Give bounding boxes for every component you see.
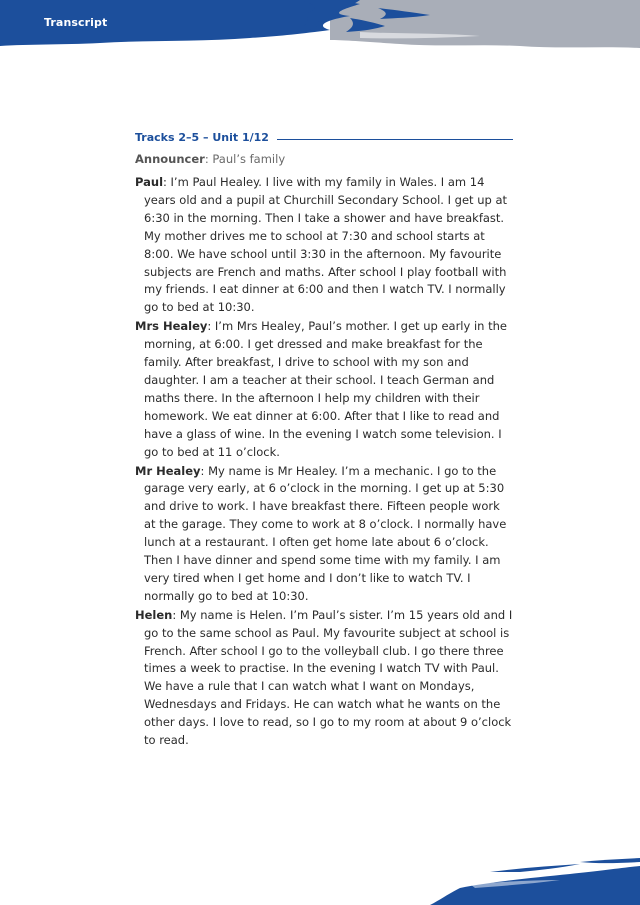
header-banner: [0, 0, 640, 60]
footer-banner: [430, 858, 640, 905]
paragraph-mrs-healey: [135, 318, 513, 461]
speaker-name: Helen: [135, 607, 173, 622]
paragraph-mr-healey: [135, 463, 513, 606]
paragraph-paul: [135, 174, 513, 317]
speaker-name: Mrs Healey: [135, 319, 208, 334]
announcer-text: : Paul’s family: [204, 152, 286, 166]
speaker-name: Announcer: [135, 152, 205, 166]
paragraph-helen: [135, 607, 513, 750]
transcript-content: [135, 131, 513, 751]
paragraph-text: : My name is Helen. I’m Paul’s sister. I’m 15 years old and I go to the same school as Paul. My favourite subject at school is French. After school I go to the volleyball club. I go there three times a week to practise. In the evening I watch TV with Paul. We have a rule that I can watch what I want on Mondays, Wednesdays and Fridays. He can watch what he wants on the other days. I love to read, so I go to my room at about 9 o’clock to read.: [144, 607, 513, 748]
paragraph-text: : I’m Paul Healey. I live with my family in Wales. I am 14 years old and a pupil at Churchill Secondary School. I get up at 6:30 in the morning. Then I take a shower and have breakfast. My mother drives me to school at 7:30 and school starts at 8:00. We have school until 3:30 in the afternoon. My favourite subjects are French and maths. After school I play football with my friends. I eat dinner at 6:00 and then I watch TV. I normally go to bed at 10:30.: [144, 175, 507, 315]
paragraph-text: : My name is Mr Healey. I’m a mechanic. I go to the garage very early, at 6 o’clock in the morning. I get up at 5:30 and drive to work. I have breakfast there. Fifteen people work at the garage. They come to work at 8 o’clock. I normally have lunch at a restaurant. I often get home late about 6 o’clock. Then I have dinner and spend some time with my family. I am very tired when I get home and I don’t like to watch TV. I normally go to bed at 10:30.: [144, 463, 507, 603]
heading-rule: [277, 139, 513, 140]
paragraph-text: : I’m Mrs Healey, Paul’s mother. I get up early in the morning, at 6:00. I get dressed and make breakfast for the family. After breakfast, I drive to school with my son and daughter. I am a teacher at their school. I teach German and maths there. In the afternoon I help my children with their homework. We eat dinner at 6:00. After that I like to read and have a glass of wine. In the evening I watch some television. I go to bed at 11 o’clock.: [144, 319, 507, 459]
announcer-line: [135, 150, 513, 168]
speaker-name: Paul: [135, 175, 164, 189]
track-heading-text: Tracks 2–5 – Unit 1/12: [135, 131, 269, 144]
header-label: Transcript: [44, 16, 108, 29]
track-heading: [135, 131, 513, 144]
speaker-name: Mr Healey: [135, 463, 201, 478]
